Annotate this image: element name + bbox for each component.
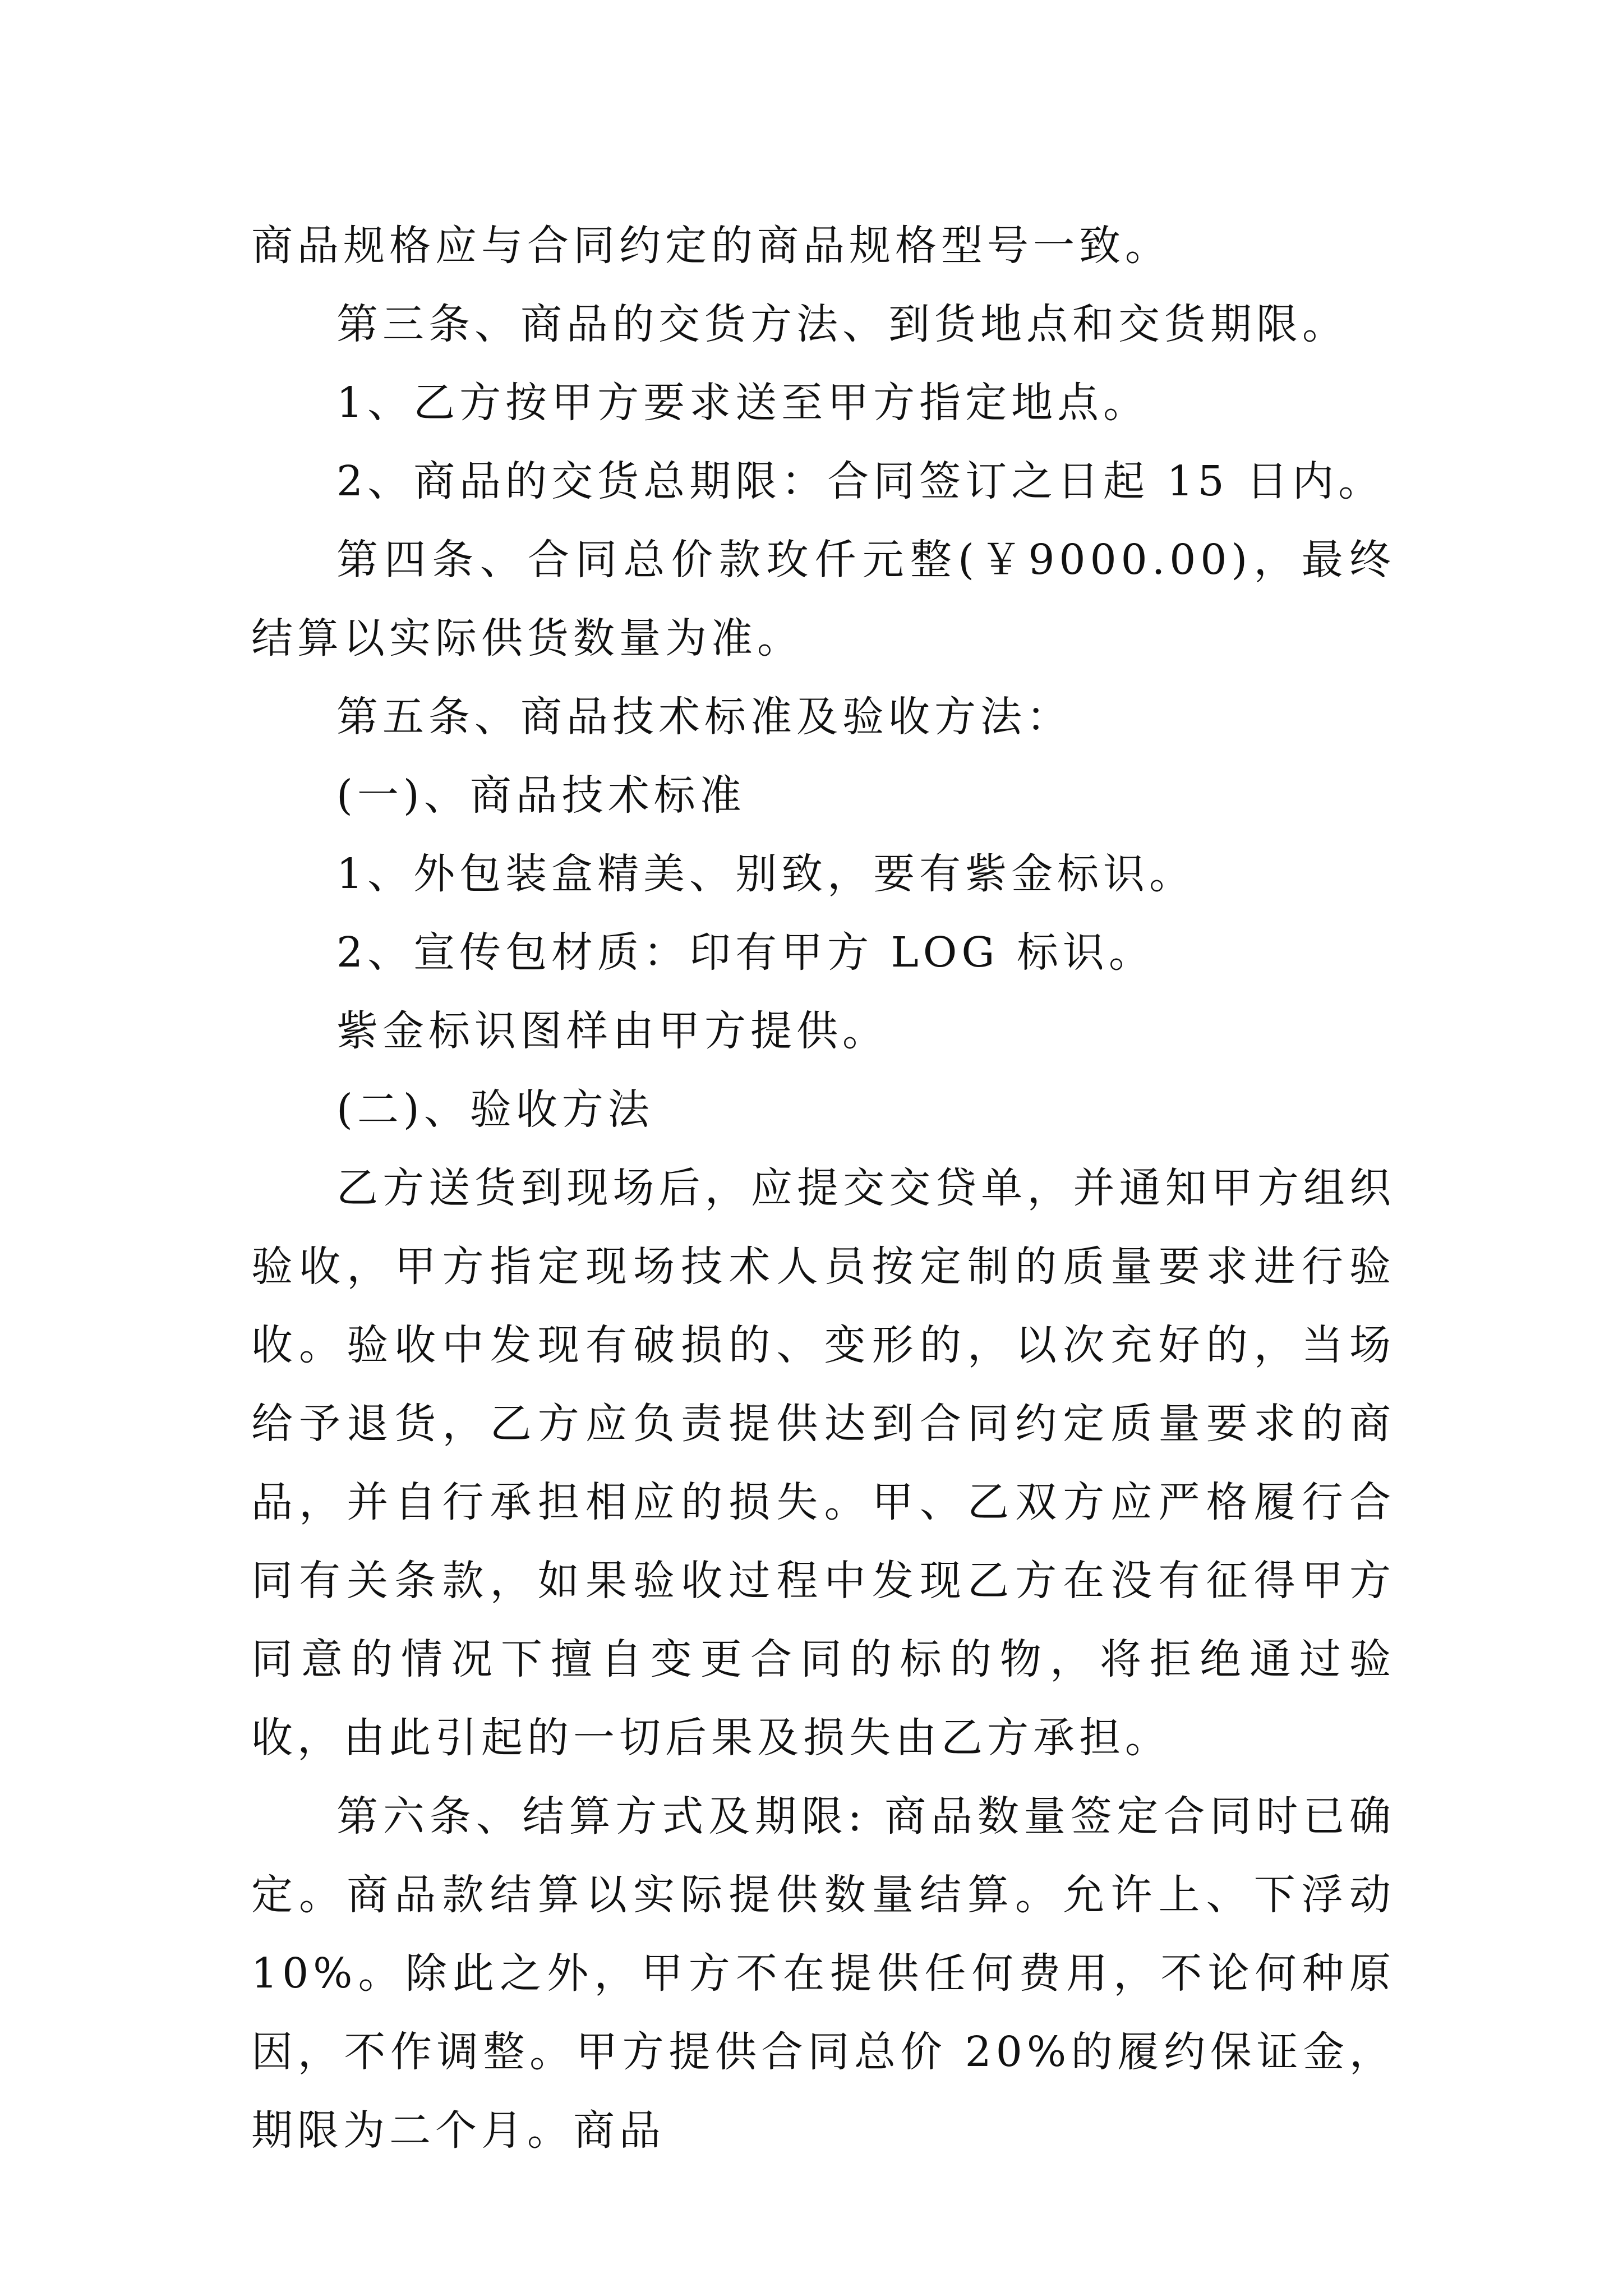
paragraph-section-1-item-1: 1、外包装盒精美、别致，要有紫金标识。 [336,850,1196,898]
paragraph-logo-sample: 紫金标识图样由甲方提供。 [336,1007,888,1055]
paragraph-article-4: 第四条、合同总价款玫仟元整(￥9000.00)，最终结算以实际供货数量为准。 [251,536,1395,662]
paragraph-section-1-item-2: 2、宣传包材质：印有甲方 LOG 标识。 [336,928,1155,977]
paragraph-section-2-title: (二)、验收方法 [336,1085,654,1134]
paragraph-article-3-item-1: 1、乙方按甲方要求送至甲方指定地点。 [336,379,1150,427]
paragraph-article-3-item-2: 2、商品的交货总期限：合同签订之日起 15 日内。 [336,457,1385,505]
paragraph-acceptance-method: 乙方送货到现场后，应提交交贷单，并通知甲方组织验收，甲方指定现场技术人员按定制的质量要求进行验收。验收中发现有破损的、变形的，以次充好的，当场给予退货，乙方应负责提供达到合同约定质量要求的商品，并自行承担相应的损失。甲、乙双方应严格履行合同有关条款，如果验收过程中发现乙方在没有征得甲方同意的情况下擅自变更合同的标的物，将拒绝通过验收，由此引起的一切后果及损失由乙方承担。 [251,1164,1395,1762]
paragraph-article-5-title: 第五条、商品技术标准及验收方法： [336,693,1072,741]
paragraph-article-3-title: 第三条、商品的交货方法、到货地点和交货期限。 [336,300,1348,348]
paragraph-section-1-title: (一)、商品技术标准 [336,771,746,820]
document-body [251,206,1413,2170]
paragraph-spec-consistency: 商品规格应与合同约定的商品规格型号一致。 [251,222,1171,270]
paragraph-article-6: 第六条、结算方式及期限: 商品数量签定合同时已确定。商品款结算以实际提供数量结算。允许上、下浮动 10%。除此之外，甲方不在提供任何费用，不论何种原因，不作调整。甲方提供合同总价 20%的履约保证金，期限为二个月。商品 [251,1792,1413,2155]
